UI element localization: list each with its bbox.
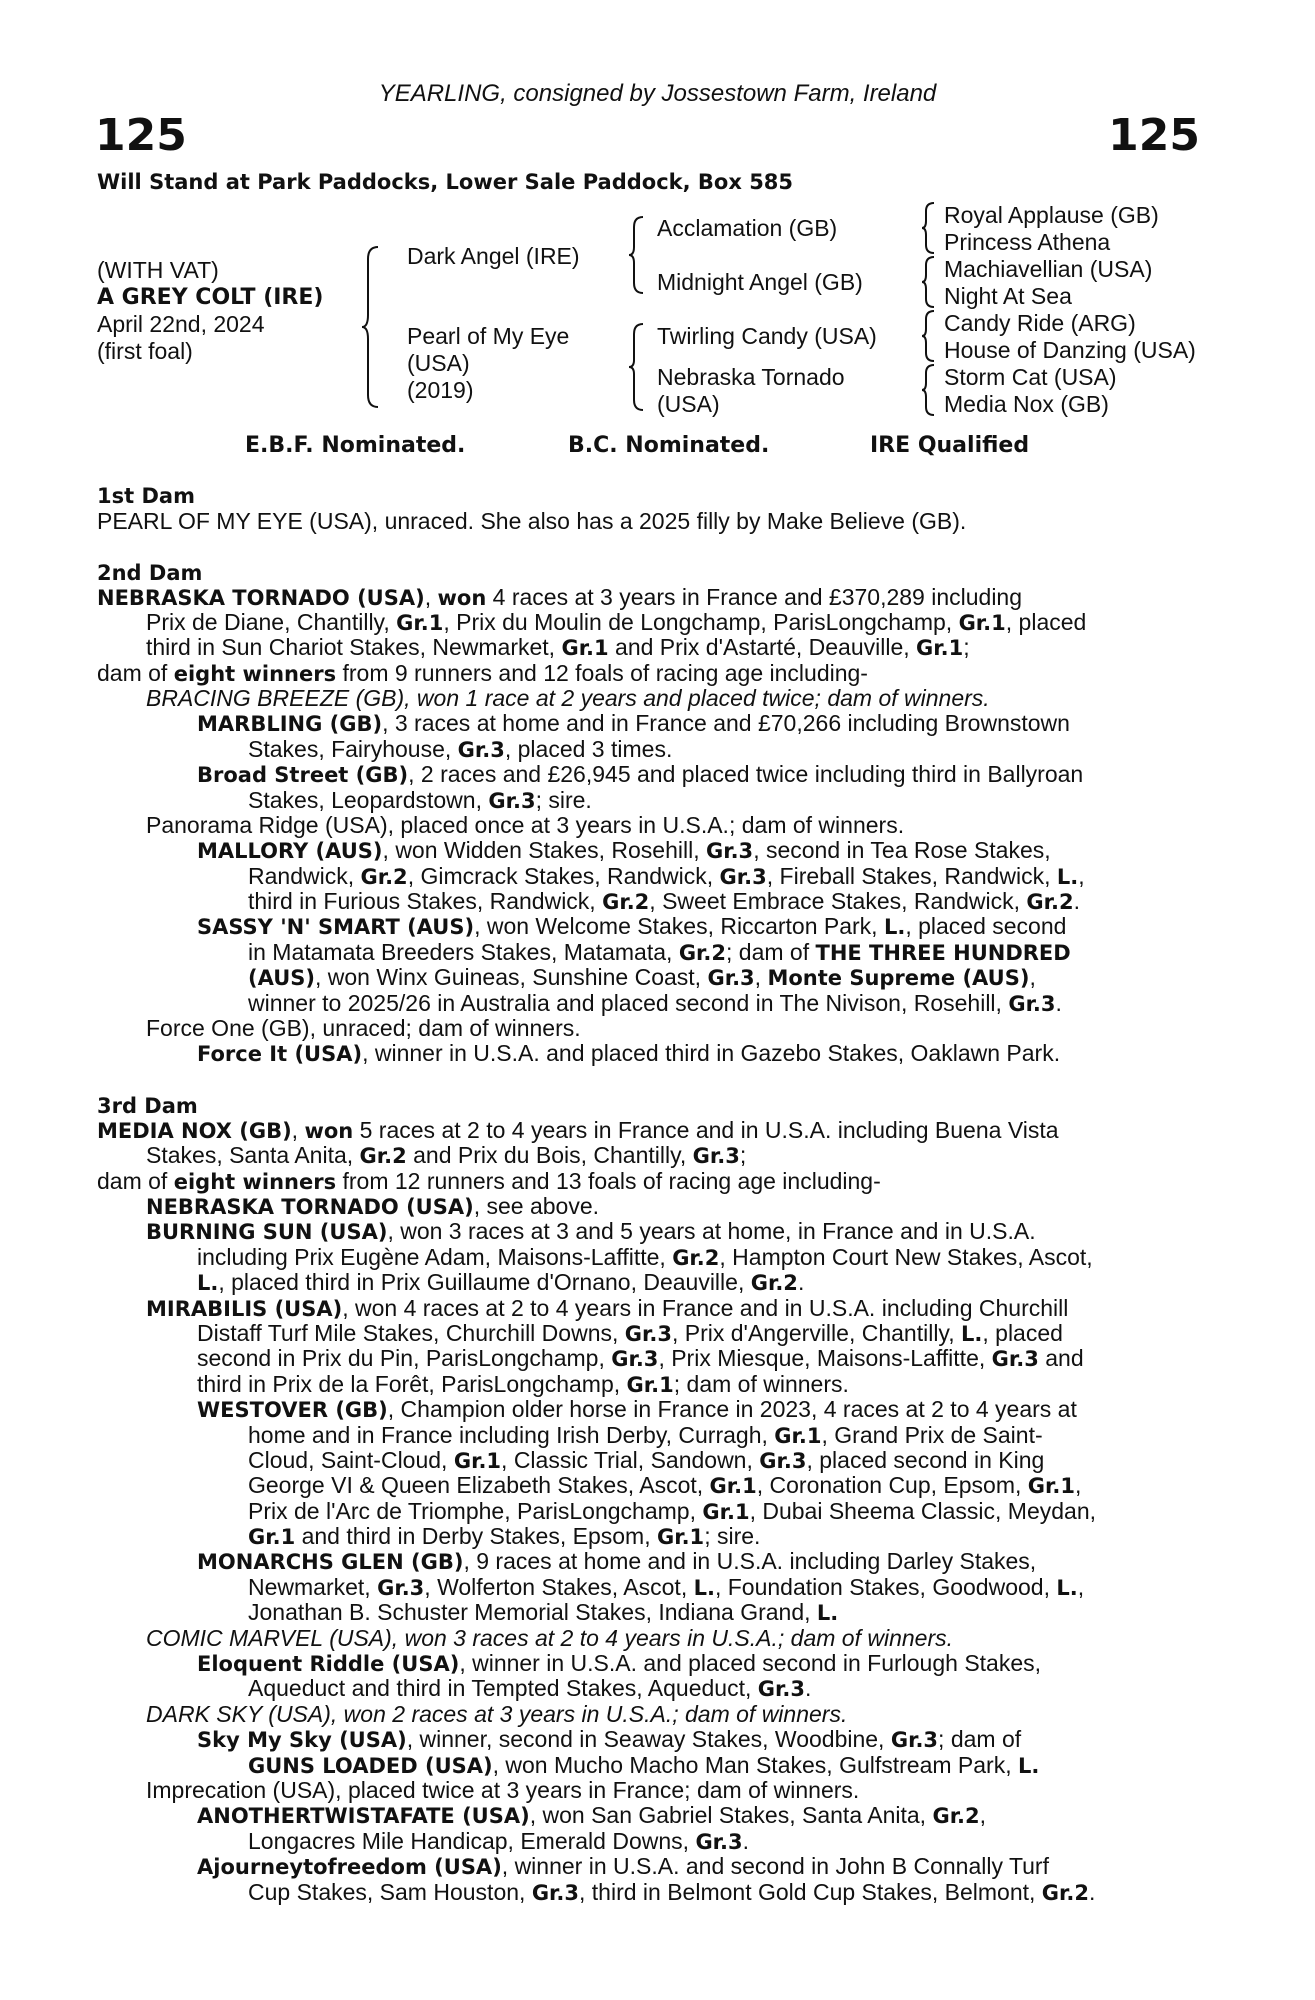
- dam-name-line1: Pearl of My Eye: [407, 323, 570, 349]
- produce-line: (AUS), won Winx Guineas, Sunshine Coast, Gr.3, Monte Supreme (AUS),: [248, 964, 1036, 990]
- produce-line: Eloquent Riddle (USA), winner in U.S.A. and placed second in Furlough Stakes,: [197, 1650, 1042, 1676]
- produce-line: winner to 2025/26 in Australia and placed second in The Nivison, Rosehill, Gr.3.: [248, 990, 1062, 1016]
- produce-line: Imprecation (USA), placed twice at 3 years in France; dam of winners.: [146, 1777, 860, 1803]
- first-dam-heading: 1st Dam: [97, 484, 195, 508]
- produce-line: Panorama Ridge (USA), placed once at 3 years in U.S.A.; dam of winners.: [146, 812, 905, 838]
- produce-line: Aqueduct and third in Tempted Stakes, Aqueduct, Gr.3.: [248, 1675, 812, 1701]
- third-dam-line: dam of eight winners from 12 runners and 13 foals of racing age including-: [97, 1168, 881, 1194]
- bc-nomination: B.C. Nominated.: [568, 433, 770, 458]
- ancestor-3-5: Candy Ride (ARG): [944, 310, 1136, 336]
- dam-name-line3: (2019): [407, 377, 474, 403]
- produce-line: including Prix Eugène Adam, Maisons-Laffitte, Gr.2, Hampton Court New Stakes, Ascot,: [197, 1244, 1093, 1270]
- pedigree-brace-nebraska-tornado: [920, 363, 938, 417]
- produce-line: SASSY 'N' SMART (AUS), won Welcome Stakes, Riccarton Park, L., placed second: [197, 913, 1067, 939]
- produce-line: Stakes, Fairyhouse, Gr.3, placed 3 times.: [248, 736, 673, 762]
- produce-line: in Matamata Breeders Stakes, Matamata, Gr.2; dam of THE THREE HUNDRED: [248, 939, 1071, 965]
- ancestor-3-2: Princess Athena: [944, 229, 1111, 255]
- produce-line: Newmarket, Gr.3, Wolferton Stakes, Ascot, L., Foundation Stakes, Goodwood, L.,: [248, 1574, 1085, 1600]
- third-dam-heading: 3rd Dam: [97, 1094, 198, 1118]
- sire-name: Dark Angel (IRE): [407, 243, 580, 269]
- foaling-date: April 22nd, 2024: [97, 311, 265, 337]
- produce-line: BURNING SUN (USA), won 3 races at 3 and 5 years at home, in France and in U.S.A.: [146, 1218, 1036, 1244]
- pedigree-brace-sire: [627, 215, 647, 295]
- produce-line: ANOTHERTWISTAFATE (USA), won San Gabriel Stakes, Santa Anita, Gr.2,: [197, 1802, 987, 1828]
- produce-line: Jonathan B. Schuster Memorial Stakes, Indiana Grand, L.: [248, 1599, 839, 1625]
- second-dam-line: NEBRASKA TORNADO (USA), won 4 races at 3 years in France and £370,289 including: [97, 584, 1023, 610]
- produce-line: George VI & Queen Elizabeth Stakes, Ascot, Gr.1, Coronation Cup, Epsom, Gr.1,: [248, 1472, 1082, 1498]
- foal-note: (first foal): [97, 338, 193, 364]
- produce-line: DARK SKY (USA), won 2 races at 3 years in U.S.A.; dam of winners.: [146, 1701, 848, 1727]
- granddam-paternal: Midnight Angel (GB): [657, 269, 863, 295]
- grandsire-maternal: Twirling Candy (USA): [657, 323, 877, 349]
- vat-note: (WITH VAT): [97, 257, 219, 283]
- produce-line: Force One (GB), unraced; dam of winners.: [146, 1015, 581, 1041]
- ancestor-3-1: Royal Applause (GB): [944, 202, 1159, 228]
- produce-line: Force It (USA), winner in U.S.A. and placed third in Gazebo Stakes, Oaklawn Park.: [197, 1040, 1061, 1066]
- ancestor-3-6: House of Danzing (USA): [944, 337, 1196, 363]
- produce-line: MALLORY (AUS), won Widden Stakes, Rosehill, Gr.3, second in Tea Rose Stakes,: [197, 837, 1051, 863]
- second-dam-heading: 2nd Dam: [97, 561, 203, 585]
- produce-line: Randwick, Gr.2, Gimcrack Stakes, Randwick, Gr.3, Fireball Stakes, Randwick, L.,: [248, 863, 1085, 889]
- second-dam-line: third in Sun Chariot Stakes, Newmarket, Gr.1 and Prix d'Astarté, Deauville, Gr.1;: [146, 634, 970, 660]
- ancestor-3-3: Machiavellian (USA): [944, 256, 1153, 282]
- ebf-nomination: E.B.F. Nominated.: [245, 433, 466, 458]
- pedigree-brace-dam: [627, 322, 647, 412]
- produce-line: Stakes, Leopardstown, Gr.3; sire.: [248, 787, 592, 813]
- produce-line: Broad Street (GB), 2 races and £26,945 and placed twice including third in Ballyroan: [197, 761, 1084, 787]
- ancestor-3-7: Storm Cat (USA): [944, 364, 1117, 390]
- produce-line: Cup Stakes, Sam Houston, Gr.3, third in Belmont Gold Cup Stakes, Belmont, Gr.2.: [248, 1879, 1096, 1905]
- produce-line: Longacres Mile Handicap, Emerald Downs, Gr.3.: [248, 1828, 750, 1854]
- produce-line: MIRABILIS (USA), won 4 races at 2 to 4 years in France and in U.S.A. including Churchill: [146, 1295, 1069, 1321]
- third-dam-line: Stakes, Santa Anita, Gr.2 and Prix du Bois, Chantilly, Gr.3;: [146, 1142, 747, 1168]
- consignment-header: YEARLING, consigned by Jossestown Farm, Ireland: [378, 80, 937, 107]
- granddam-maternal-line1: Nebraska Tornado: [657, 364, 845, 390]
- ancestor-3-4: Night At Sea: [944, 283, 1072, 309]
- third-dam-line: MEDIA NOX (GB), won 5 races at 2 to 4 years in France and in U.S.A. including Buena Vista: [97, 1117, 1059, 1143]
- produce-line: NEBRASKA TORNADO (USA), see above.: [146, 1193, 600, 1219]
- pedigree-brace-twirling-candy: [920, 309, 938, 363]
- second-dam-line: Prix de Diane, Chantilly, Gr.1, Prix du Moulin de Longchamp, ParisLongchamp, Gr.1, placed: [146, 609, 1087, 635]
- lot-number-right: 125: [1108, 110, 1200, 161]
- produce-line: MARBLING (GB), 3 races at home and in France and £70,266 including Brownstown: [197, 710, 1070, 736]
- horse-name: A GREY COLT (IRE): [97, 285, 324, 310]
- stand-location: Will Stand at Park Paddocks, Lower Sale Paddock, Box 585: [97, 170, 794, 194]
- ancestor-3-8: Media Nox (GB): [944, 391, 1109, 417]
- pedigree-brace-main: [360, 245, 382, 410]
- pedigree-brace-midnight-angel: [920, 255, 938, 309]
- granddam-maternal-line2: (USA): [657, 391, 720, 417]
- ire-qualified: IRE Qualified: [870, 433, 1030, 458]
- produce-line: home and in France including Irish Derby, Curragh, Gr.1, Grand Prix de Saint-: [248, 1422, 1043, 1448]
- produce-line: GUNS LOADED (USA), won Mucho Macho Man Stakes, Gulfstream Park, L.: [248, 1752, 1040, 1778]
- grandsire-paternal: Acclamation (GB): [657, 215, 838, 241]
- produce-line: Gr.1 and third in Derby Stakes, Epsom, Gr.1; sire.: [248, 1523, 761, 1549]
- produce-line: Cloud, Saint-Cloud, Gr.1, Classic Trial, Sandown, Gr.3, placed second in King: [248, 1447, 1045, 1473]
- produce-line: L., placed third in Prix Guillaume d'Ornano, Deauville, Gr.2.: [197, 1269, 805, 1295]
- produce-line: Prix de l'Arc de Triomphe, ParisLongchamp, Gr.1, Dubai Sheema Classic, Meydan,: [248, 1498, 1097, 1524]
- second-dam-line: dam of eight winners from 9 runners and 12 foals of racing age including-: [97, 660, 868, 686]
- produce-line: MONARCHS GLEN (GB), 9 races at home and in U.S.A. including Darley Stakes,: [197, 1548, 1037, 1574]
- produce-line: third in Furious Stakes, Randwick, Gr.2, Sweet Embrace Stakes, Randwick, Gr.2.: [248, 888, 1080, 914]
- dam-name-line2: (USA): [407, 350, 470, 376]
- first-dam-text: PEARL OF MY EYE (USA), unraced. She also has a 2025 filly by Make Believe (GB).: [97, 508, 967, 534]
- produce-line: third in Prix de la Forêt, ParisLongchamp, Gr.1; dam of winners.: [197, 1371, 849, 1397]
- pedigree-brace-acclamation: [920, 201, 938, 255]
- produce-line: WESTOVER (GB), Champion older horse in France in 2023, 4 races at 2 to 4 years at: [197, 1396, 1077, 1422]
- produce-line: second in Prix du Pin, ParisLongchamp, Gr.3, Prix Miesque, Maisons-Laffitte, Gr.3 and: [197, 1345, 1084, 1371]
- produce-line: Ajourneytofreedom (USA), winner in U.S.A. and second in John B Connally Turf: [197, 1853, 1049, 1879]
- produce-line: COMIC MARVEL (USA), won 3 races at 2 to 4 years in U.S.A.; dam of winners.: [146, 1625, 953, 1651]
- produce-line: Sky My Sky (USA), winner, second in Seaway Stakes, Woodbine, Gr.3; dam of: [197, 1726, 1022, 1752]
- produce-line: Distaff Turf Mile Stakes, Churchill Downs, Gr.3, Prix d'Angerville, Chantilly, L., placed: [197, 1320, 1063, 1346]
- lot-number-left: 125: [95, 110, 187, 161]
- produce-line: BRACING BREEZE (GB), won 1 race at 2 years and placed twice; dam of winners.: [146, 685, 990, 711]
